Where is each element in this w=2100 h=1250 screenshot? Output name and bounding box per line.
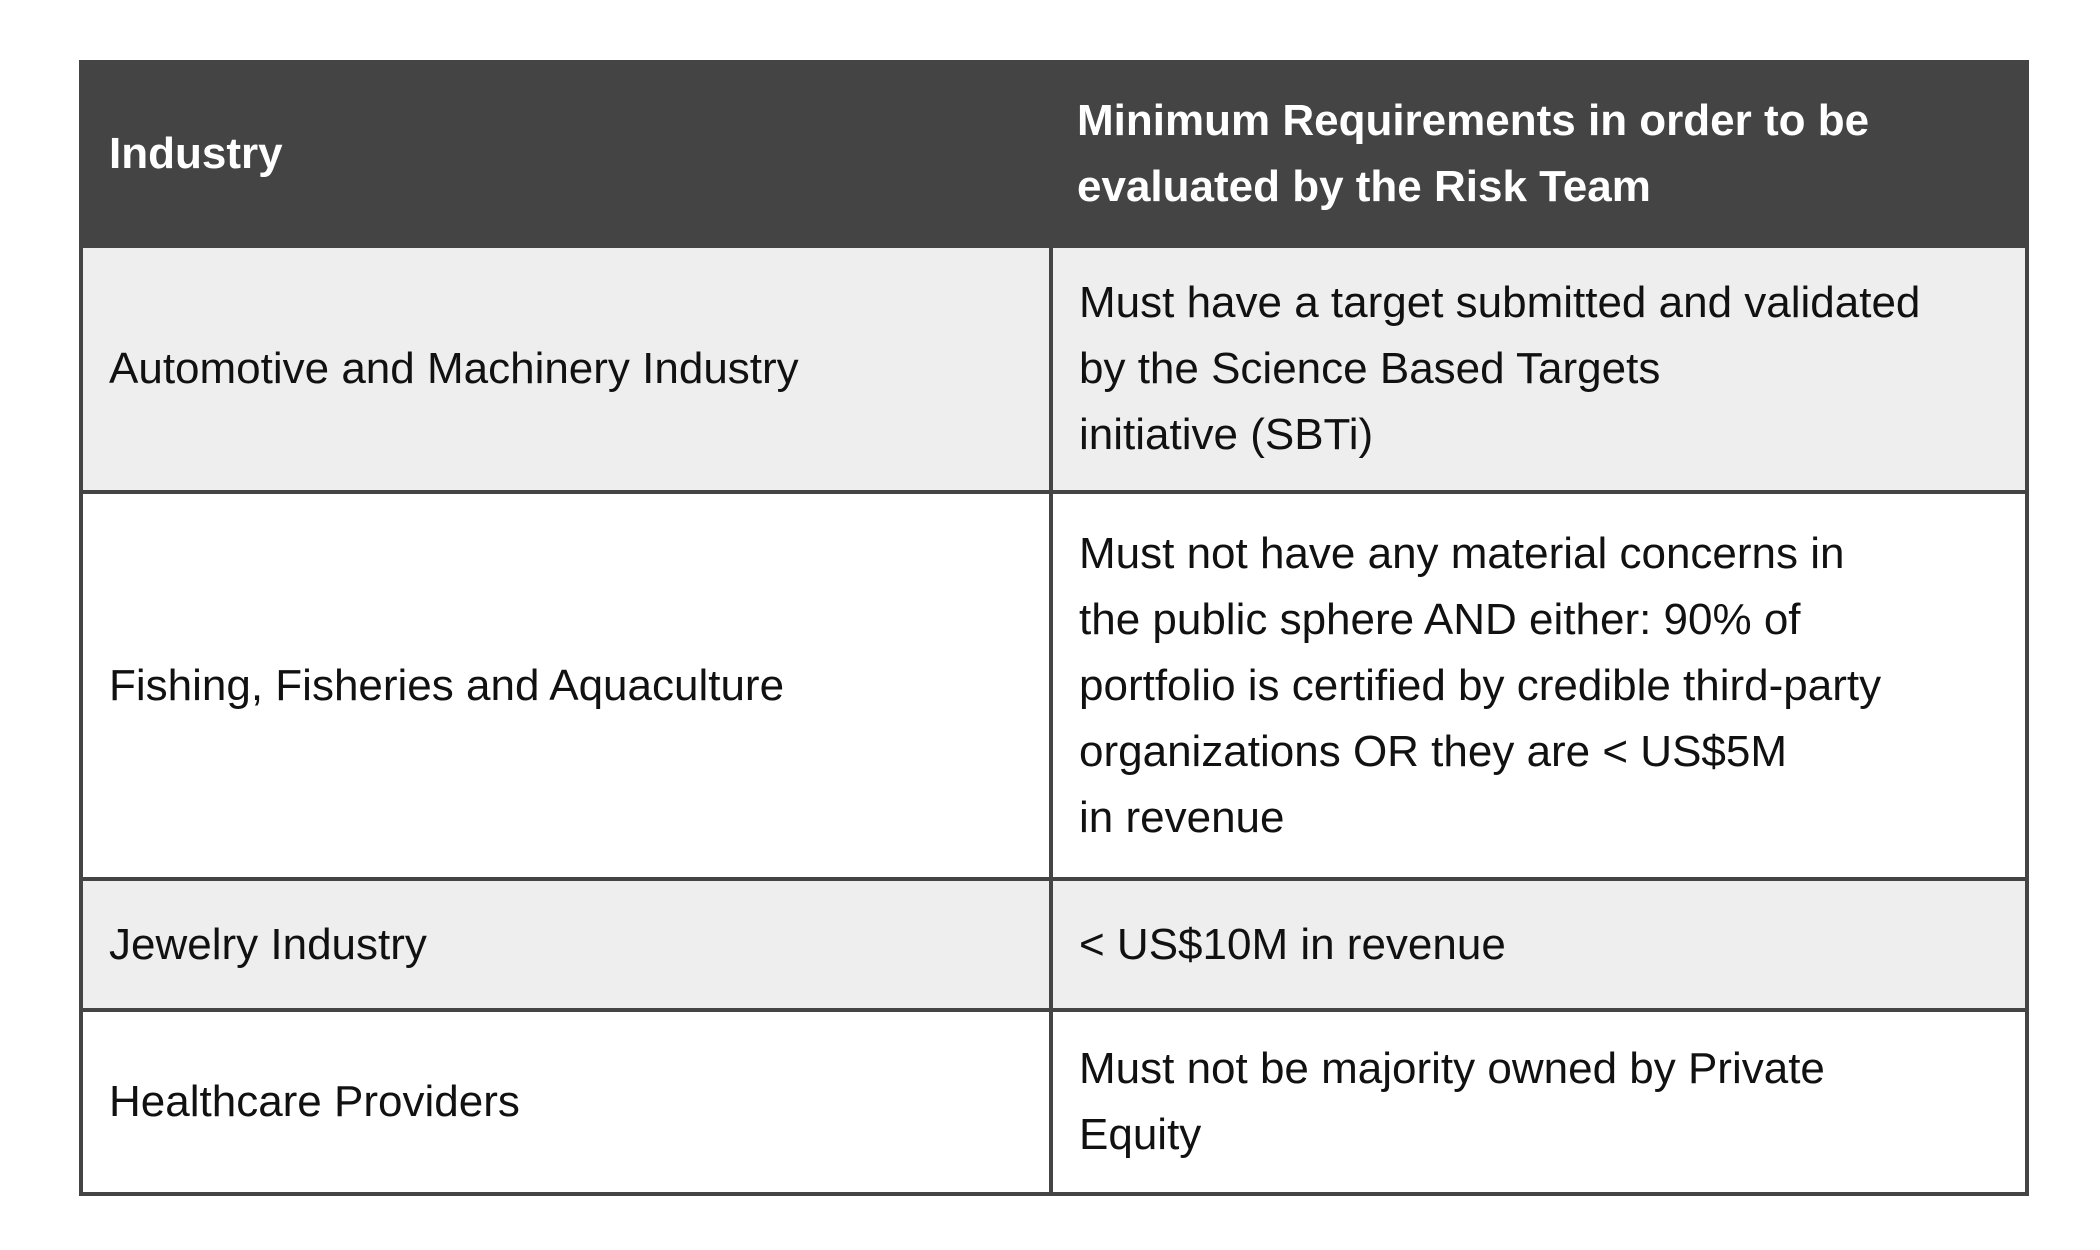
header-row [81, 62, 2027, 246]
requirement-line: Equity [1079, 1110, 1202, 1159]
requirement-line: Must have a target submitted and validated [1079, 278, 1921, 327]
table-row [81, 1010, 2027, 1194]
header-requirements: Minimum Requirements in order to be evaluated by the Risk Team [1051, 62, 2027, 246]
table-body [81, 246, 2027, 1194]
table-row [81, 246, 2027, 492]
requirement-cell [1051, 492, 2027, 879]
requirement-line: Must not have any material concerns in [1079, 528, 1845, 578]
table-row [81, 492, 2027, 879]
industry-cell: Automotive and Machinery Industry [81, 246, 1051, 492]
requirement-cell [1051, 246, 2027, 492]
requirement-line: by the Science Based Targets [1079, 344, 1661, 393]
requirements-table [79, 60, 2029, 1196]
requirement-line: portfolio is certified by credible third-party [1079, 660, 1882, 710]
industry-cell: Jewelry Industry [81, 879, 1051, 1010]
table-row [81, 879, 2027, 1010]
requirement-cell [1051, 1010, 2027, 1194]
table-header [81, 62, 2027, 246]
requirement-cell [1051, 879, 2027, 1010]
requirement-line: < US$10M in revenue [1079, 919, 1506, 969]
requirement-line: initiative (SBTi) [1079, 410, 1374, 459]
requirement-line: the public sphere AND either: 90% of [1079, 594, 1801, 644]
industry-cell: Fishing, Fisheries and Aquaculture [81, 492, 1051, 879]
requirement-line: organizations OR they are < US$5M [1079, 726, 1788, 776]
header-industry: Industry [81, 62, 1051, 246]
industry-cell: Healthcare Providers [81, 1010, 1051, 1194]
requirement-line: in revenue [1079, 792, 1285, 842]
requirement-line: Must not be majority owned by Private [1079, 1044, 1825, 1093]
